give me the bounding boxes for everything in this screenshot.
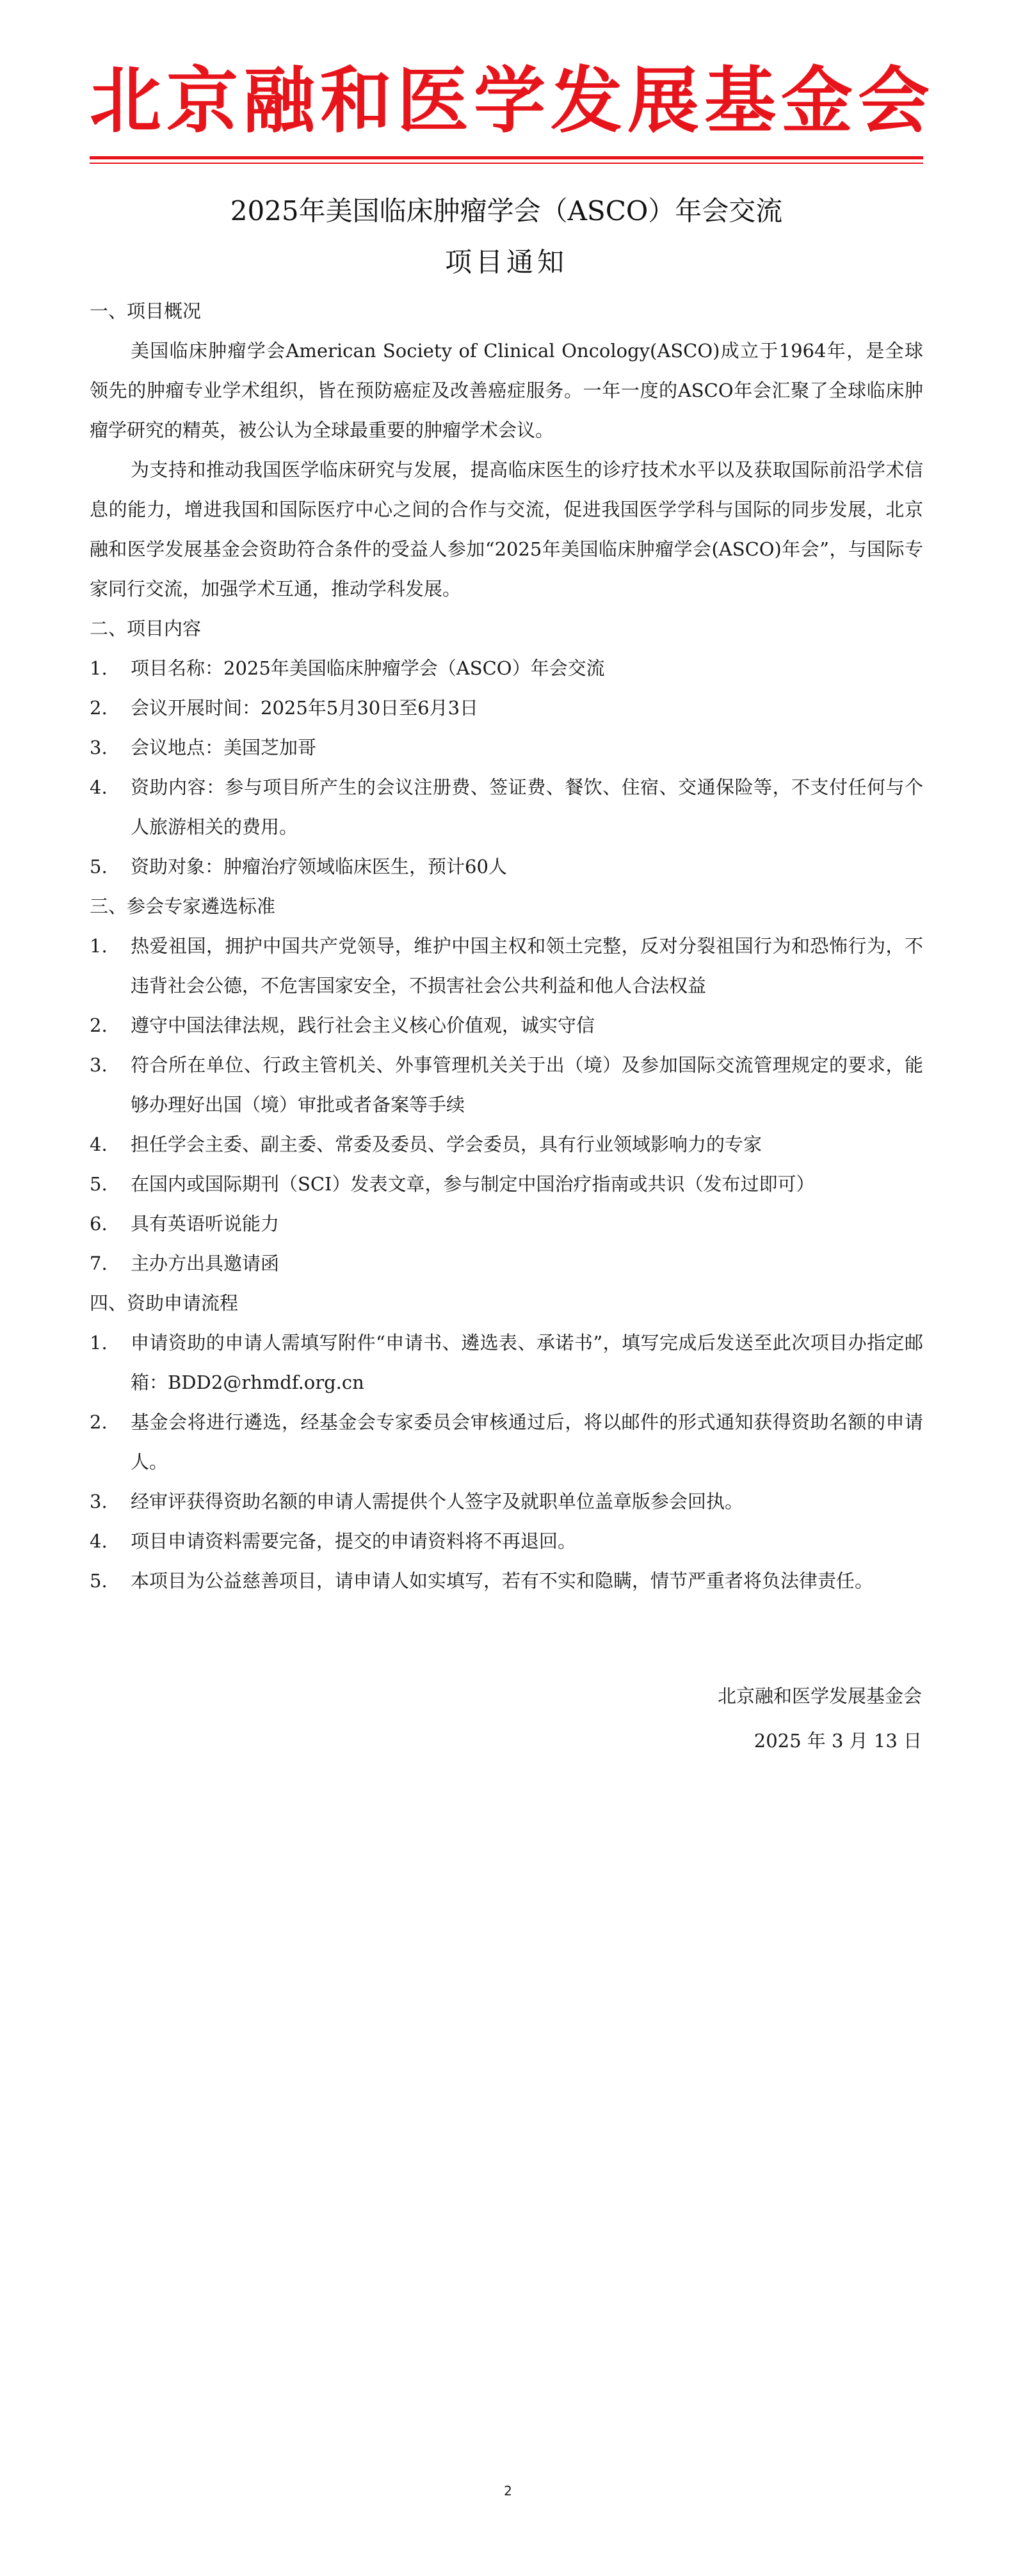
letterhead-rule-thick [90,156,923,159]
list-item [90,1045,923,1124]
list-item-text: 基金会将进行遴选，经基金会专家委员会审核通过后，将以邮件的形式通知获得资助名额的申请人。 [131,1411,923,1473]
list-item-number: 2. [90,1411,108,1433]
list-item-text: 申请资助的申请人需填写附件“申请书、遴选表、承诺书”，填写完成后发送至此次项目办指定邮箱：BDD2@rhmdf.org.cn [131,1332,923,1393]
list-item-number: 2. [90,697,108,719]
list-item-text: 资助内容：参与项目所产生的会议注册费、签证费、餐饮、住宿、交通保险等，不支付任何与个人旅游相关的费用。 [131,776,923,838]
section-heading-criteria: 三、参会专家遴选标准 [90,895,276,917]
list-item [90,1323,923,1402]
list-item-number: 1. [90,1332,108,1354]
document-title: 2025年美国临床肿瘤学会（ASCO）年会交流 [230,195,783,227]
list-item-text: 项目申请资料需要完备，提交的申请资料将不再退回。 [131,1530,577,1552]
list-item-number: 5. [90,856,108,877]
process-list [90,1323,923,1601]
list-item-text: 遵守中国法律法规，践行社会主义核心价值观，诚实守信 [131,1014,595,1036]
overview-paragraph-2: 为支持和推动我国医学临床研究与发展，提高临床医生的诊疗技术水平以及获取国际前沿学术信息的能力，增进我国和国际医疗中心之间的合作与交流，促进我国医学学科与国际的同步发展，北京融和医学发展基金会资助符合条件的受益人参加“2025年美国临床肿瘤学会(ASCO)年会”，与国际专家同行交流，加强学术互通，推动学科发展。 [90,459,923,600]
list-item [90,847,923,886]
list-item-number: 1. [90,935,108,957]
list-item-text: 项目名称：2025年美国临床肿瘤学会（ASCO）年会交流 [131,657,605,679]
list-item-text: 资助对象：肿瘤治疗领域临床医生，预计60人 [131,856,507,877]
list-item [90,1482,923,1521]
list-item-number: 4. [90,1530,108,1552]
list-item-text: 会议开展时间：2025年5月30日至6月3日 [131,697,479,719]
list-item [90,728,923,767]
list-item [90,1164,923,1204]
page-number: 2 [504,2483,512,2499]
list-item-number: 5. [90,1570,108,1592]
list-item-text: 担任学会主委、副主委、常委及委员、学会委员，具有行业领域影响力的专家 [131,1133,762,1155]
signature-date: 2025 年 3 月 13 日 [754,1730,922,1752]
document-body [90,291,923,1601]
list-item-text: 会议地点：美国芝加哥 [131,737,317,758]
criteria-list [90,926,923,1283]
content-list [90,648,923,886]
list-item [90,1244,923,1283]
signature-organization: 北京融和医学发展基金会 [717,1685,922,1707]
list-item [90,1521,923,1561]
list-item [90,1561,923,1601]
list-item-text: 本项目为公益慈善项目，请申请人如实填写，若有不实和隐瞒，情节严重者将负法律责任。 [131,1570,874,1592]
list-item-number: 2. [90,1014,108,1036]
overview-paragraph-1: 美国临床肿瘤学会American Society of Clinical Oncology(ASCO)成立于1964年，是全球领先的肿瘤专业学术组织，皆在预防癌症及改善癌症服务。一年一度的ASCO年会汇聚了全球临床肿瘤学研究的精英，被公认为全球最重要的肿瘤学术会议。 [90,340,923,441]
section-heading-content: 二、项目内容 [90,618,202,639]
list-item-number: 1. [90,657,108,679]
section-heading-overview: 一、项目概况 [90,300,202,322]
list-item-text: 主办方出具邀请函 [131,1252,280,1274]
list-item-number: 4. [90,1133,108,1155]
list-item-text: 具有英语听说能力 [131,1213,280,1235]
list-item [90,926,923,1005]
letterhead-rule-thin [90,163,923,164]
list-item-text: 热爱祖国，拥护中国共产党领导，维护中国主权和领土完整，反对分裂祖国行为和恐怖行为，不违背社会公德，不危害国家安全，不损害社会公共利益和他人合法权益 [131,935,923,996]
list-item-text: 在国内或国际期刊（SCI）发表文章，参与制定中国治疗指南或共识（发布过即可） [131,1173,815,1195]
list-item [90,1005,923,1045]
list-item-number: 4. [90,776,108,798]
list-item-number: 7. [90,1252,108,1274]
list-item-number: 6. [90,1213,108,1235]
document-subtitle: 项目通知 [444,246,568,278]
list-item-text: 经审评获得资助名额的申请人需提供个人签字及就职单位盖章版参会回执。 [131,1491,744,1512]
list-item-number: 3. [90,1054,108,1076]
list-item [90,767,923,847]
section-heading-process: 四、资助申请流程 [90,1292,239,1314]
list-item-number: 5. [90,1173,108,1195]
list-item [90,1402,923,1482]
list-item [90,1124,923,1164]
list-item [90,648,923,688]
list-item-number: 3. [90,1491,108,1512]
list-item-number: 3. [90,737,108,758]
list-item [90,1204,923,1244]
list-item-text: 符合所在单位、行政主管机关、外事管理机关关于出（境）及参加国际交流管理规定的要求，能够办理好出国（境）审批或者备案等手续 [131,1054,923,1116]
letterhead-title: 北京融和医学发展基金会 [90,60,935,143]
list-item [90,688,923,728]
